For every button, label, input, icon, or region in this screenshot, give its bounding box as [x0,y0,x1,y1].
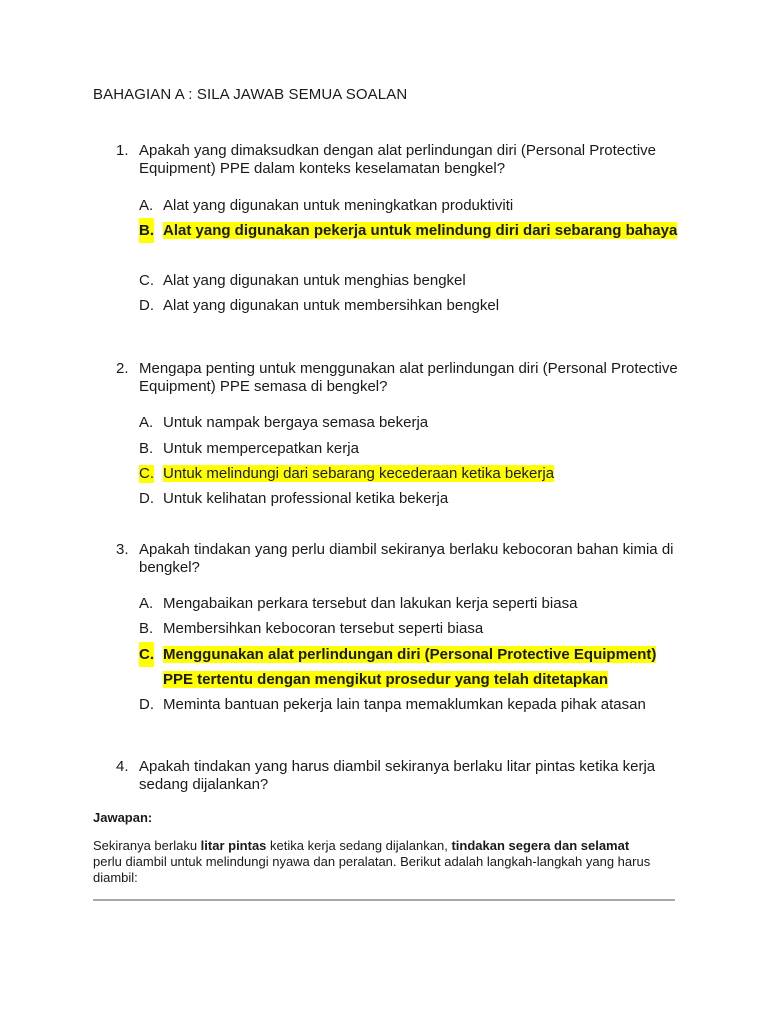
answer-text: ketika kerja sedang dijalankan, [266,838,452,853]
highlighted-answer: Alat yang digunakan pekerja untuk melindung diri dari sebarang bahaya [163,222,678,239]
option-letter: C. [139,642,154,667]
option-letter: C. [139,465,154,482]
question-number: 4. [116,758,129,775]
option-text: Mengabaikan perkara tersebut dan lakukan kerja seperti biasa [163,595,578,612]
section-heading: BAHAGIAN A : SILA JAWAB SEMUA SOALAN [93,86,408,103]
highlighted-answer: Menggunakan alat perlindungan diri (Personal Protective Equipment) PPE tertentu dengan mengikut prosedur yang telah ditetapkan [163,646,657,688]
highlighted-answer: Untuk melindungi dari sebarang kecederaan ketika bekerja [163,465,555,482]
option-letter: B. [139,218,154,243]
answer-text: Sekiranya berlaku [93,838,201,853]
option-text [163,465,678,483]
answer-paragraph [93,838,653,886]
option-letter: A. [139,595,154,612]
question-number: 2. [116,360,129,377]
question-text: Apakah tindakan yang harus diambil sekiranya berlaku litar pintas ketika kerja sedang dijalankan? [139,758,656,793]
answer-bold-term: tindakan segera dan selamat [451,838,630,853]
option-letter: D. [139,490,154,507]
option-letter: D. [139,297,154,314]
answer-text: perlu diambil untuk melindungi nyawa dan peralatan. Berikut adalah langkah-langkah yang harus diambil: [93,854,651,885]
option-text: Membersihkan kebocoran tersebut seperti biasa [163,620,484,637]
option-letter: D. [139,696,154,713]
option-text [163,642,678,692]
option-letter: C. [139,272,154,289]
option-letter: A. [139,197,154,214]
option-text: Untuk kelihatan professional ketika bekerja [163,490,449,507]
question-number: 3. [116,541,129,558]
option-text [163,218,678,243]
option-text: Untuk nampak bergaya semasa bekerja [163,414,429,431]
option-text: Untuk mempercepatkan kerja [163,440,359,457]
option-text: Meminta bantuan pekerja lain tanpa memaklumkan kepada pihak atasan [163,696,646,713]
question-text: Apakah yang dimaksudkan dengan alat perlindungan diri (Personal Protective Equipment) PPE dalam konteks keselamatan bengkel? [139,142,656,177]
option-text: Alat yang digunakan untuk meningkatkan produktiviti [163,197,514,214]
option-text: Alat yang digunakan untuk menghias bengkel [163,272,466,289]
horizontal-divider [93,899,675,901]
option-letter: A. [139,414,154,431]
question-number: 1. [116,142,129,159]
option-text: Alat yang digunakan untuk membersihkan bengkel [163,297,500,314]
option-letter: B. [139,440,154,457]
question-text: Apakah tindakan yang perlu diambil sekiranya berlaku kebocoran bahan kimia di bengkel? [139,541,674,576]
question-text: Mengapa penting untuk menggunakan alat perlindungan diri (Personal Protective Equipment) PPE semasa di bengkel? [139,360,678,395]
answer-label: Jawapan: [93,810,153,825]
answer-bold-term: litar pintas [200,838,267,853]
option-letter: B. [139,620,154,637]
